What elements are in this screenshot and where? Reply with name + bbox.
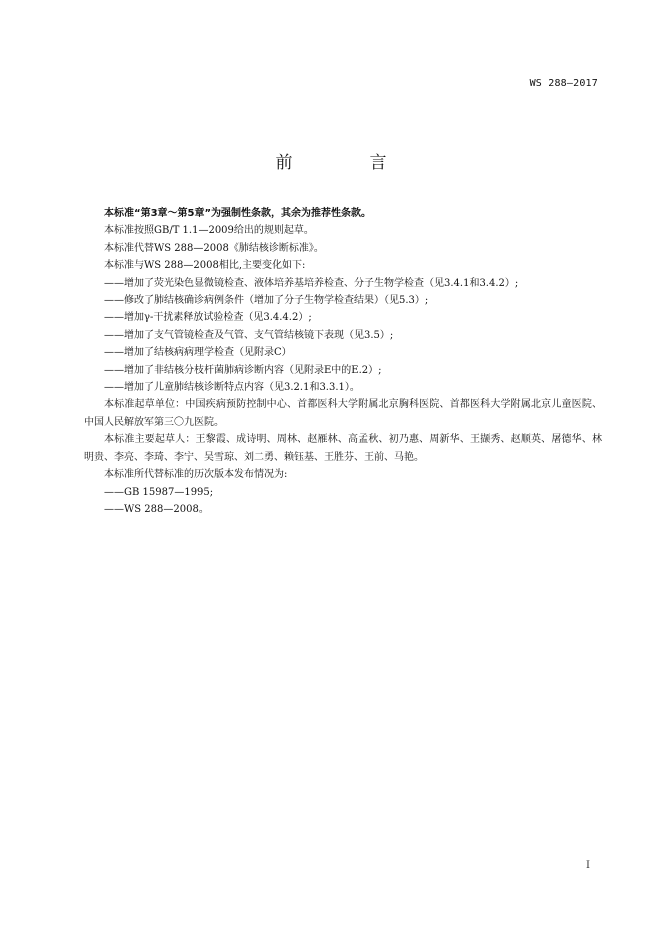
document-number: WS 288—2017 <box>529 78 598 89</box>
mandatory-clause-note: 本标准“第3章～第5章”为强制性条款，其余为推荐性条款。 <box>104 208 372 219</box>
previous-version-item: ——GB 15987—1995; <box>104 486 214 498</box>
replaces-paragraph: 本标准代替WS 288—2008《肺结核诊断标准》。 <box>104 242 324 254</box>
change-item: ——增加了结核病病理学检查（见附录C） <box>104 347 292 359</box>
drafting-units-paragraph: 本标准起草单位：中国疾病预防控制中心、首都医科大学附属北京胸科医院、首都医科大学附属北京儿童医院、中国人民解放军第三〇九医院。 <box>84 399 602 428</box>
change-item: ——增加了非结核分枝杆菌肺病诊断内容（见附录E中的E.2）; <box>104 364 382 376</box>
change-item: ——修改了肺结核确诊病例条件（增加了分子生物学检查结果）（见5.3）; <box>104 295 429 307</box>
drafters-paragraph: 本标准主要起草人：王黎霞、成诗明、周林、赵雁林、高孟秋、初乃惠、周新华、王撷秀、赵顺英、屠德华、林明贵、李亮、李琦、李宁、吴雪琼、刘二勇、赖钰基、王胜芬、王前、马艳。 <box>84 434 602 463</box>
page-number: I <box>586 860 590 871</box>
change-item: ——增加了支气管镜检查及气管、支气管结核镜下表现（见3.5）; <box>104 329 394 341</box>
change-item: ——增加γ-干扰素释放试验检查（见3.4.4.2）; <box>104 312 312 324</box>
change-item: ——增加了荧光染色显微镜检查、液体培养基培养检查、分子生物学检查（见3.4.1和3.4.2）; <box>104 277 519 289</box>
previous-version-item: ——WS 288—2008。 <box>104 503 209 515</box>
change-item: ——增加了儿童肺结核诊断特点内容（见3.2.1和3.3.1）。 <box>104 382 360 394</box>
previous-versions-intro: 本标准所代替标准的历次版本发布情况为: <box>104 469 288 481</box>
drafting-rules-paragraph: 本标准按照GB/T 1.1—2009给出的规则起草。 <box>104 225 314 237</box>
foreword-body <box>84 205 602 518</box>
page-title: 前 言 <box>275 153 417 173</box>
changes-intro-paragraph: 本标准与WS 288—2008相比,主要变化如下: <box>104 260 306 272</box>
